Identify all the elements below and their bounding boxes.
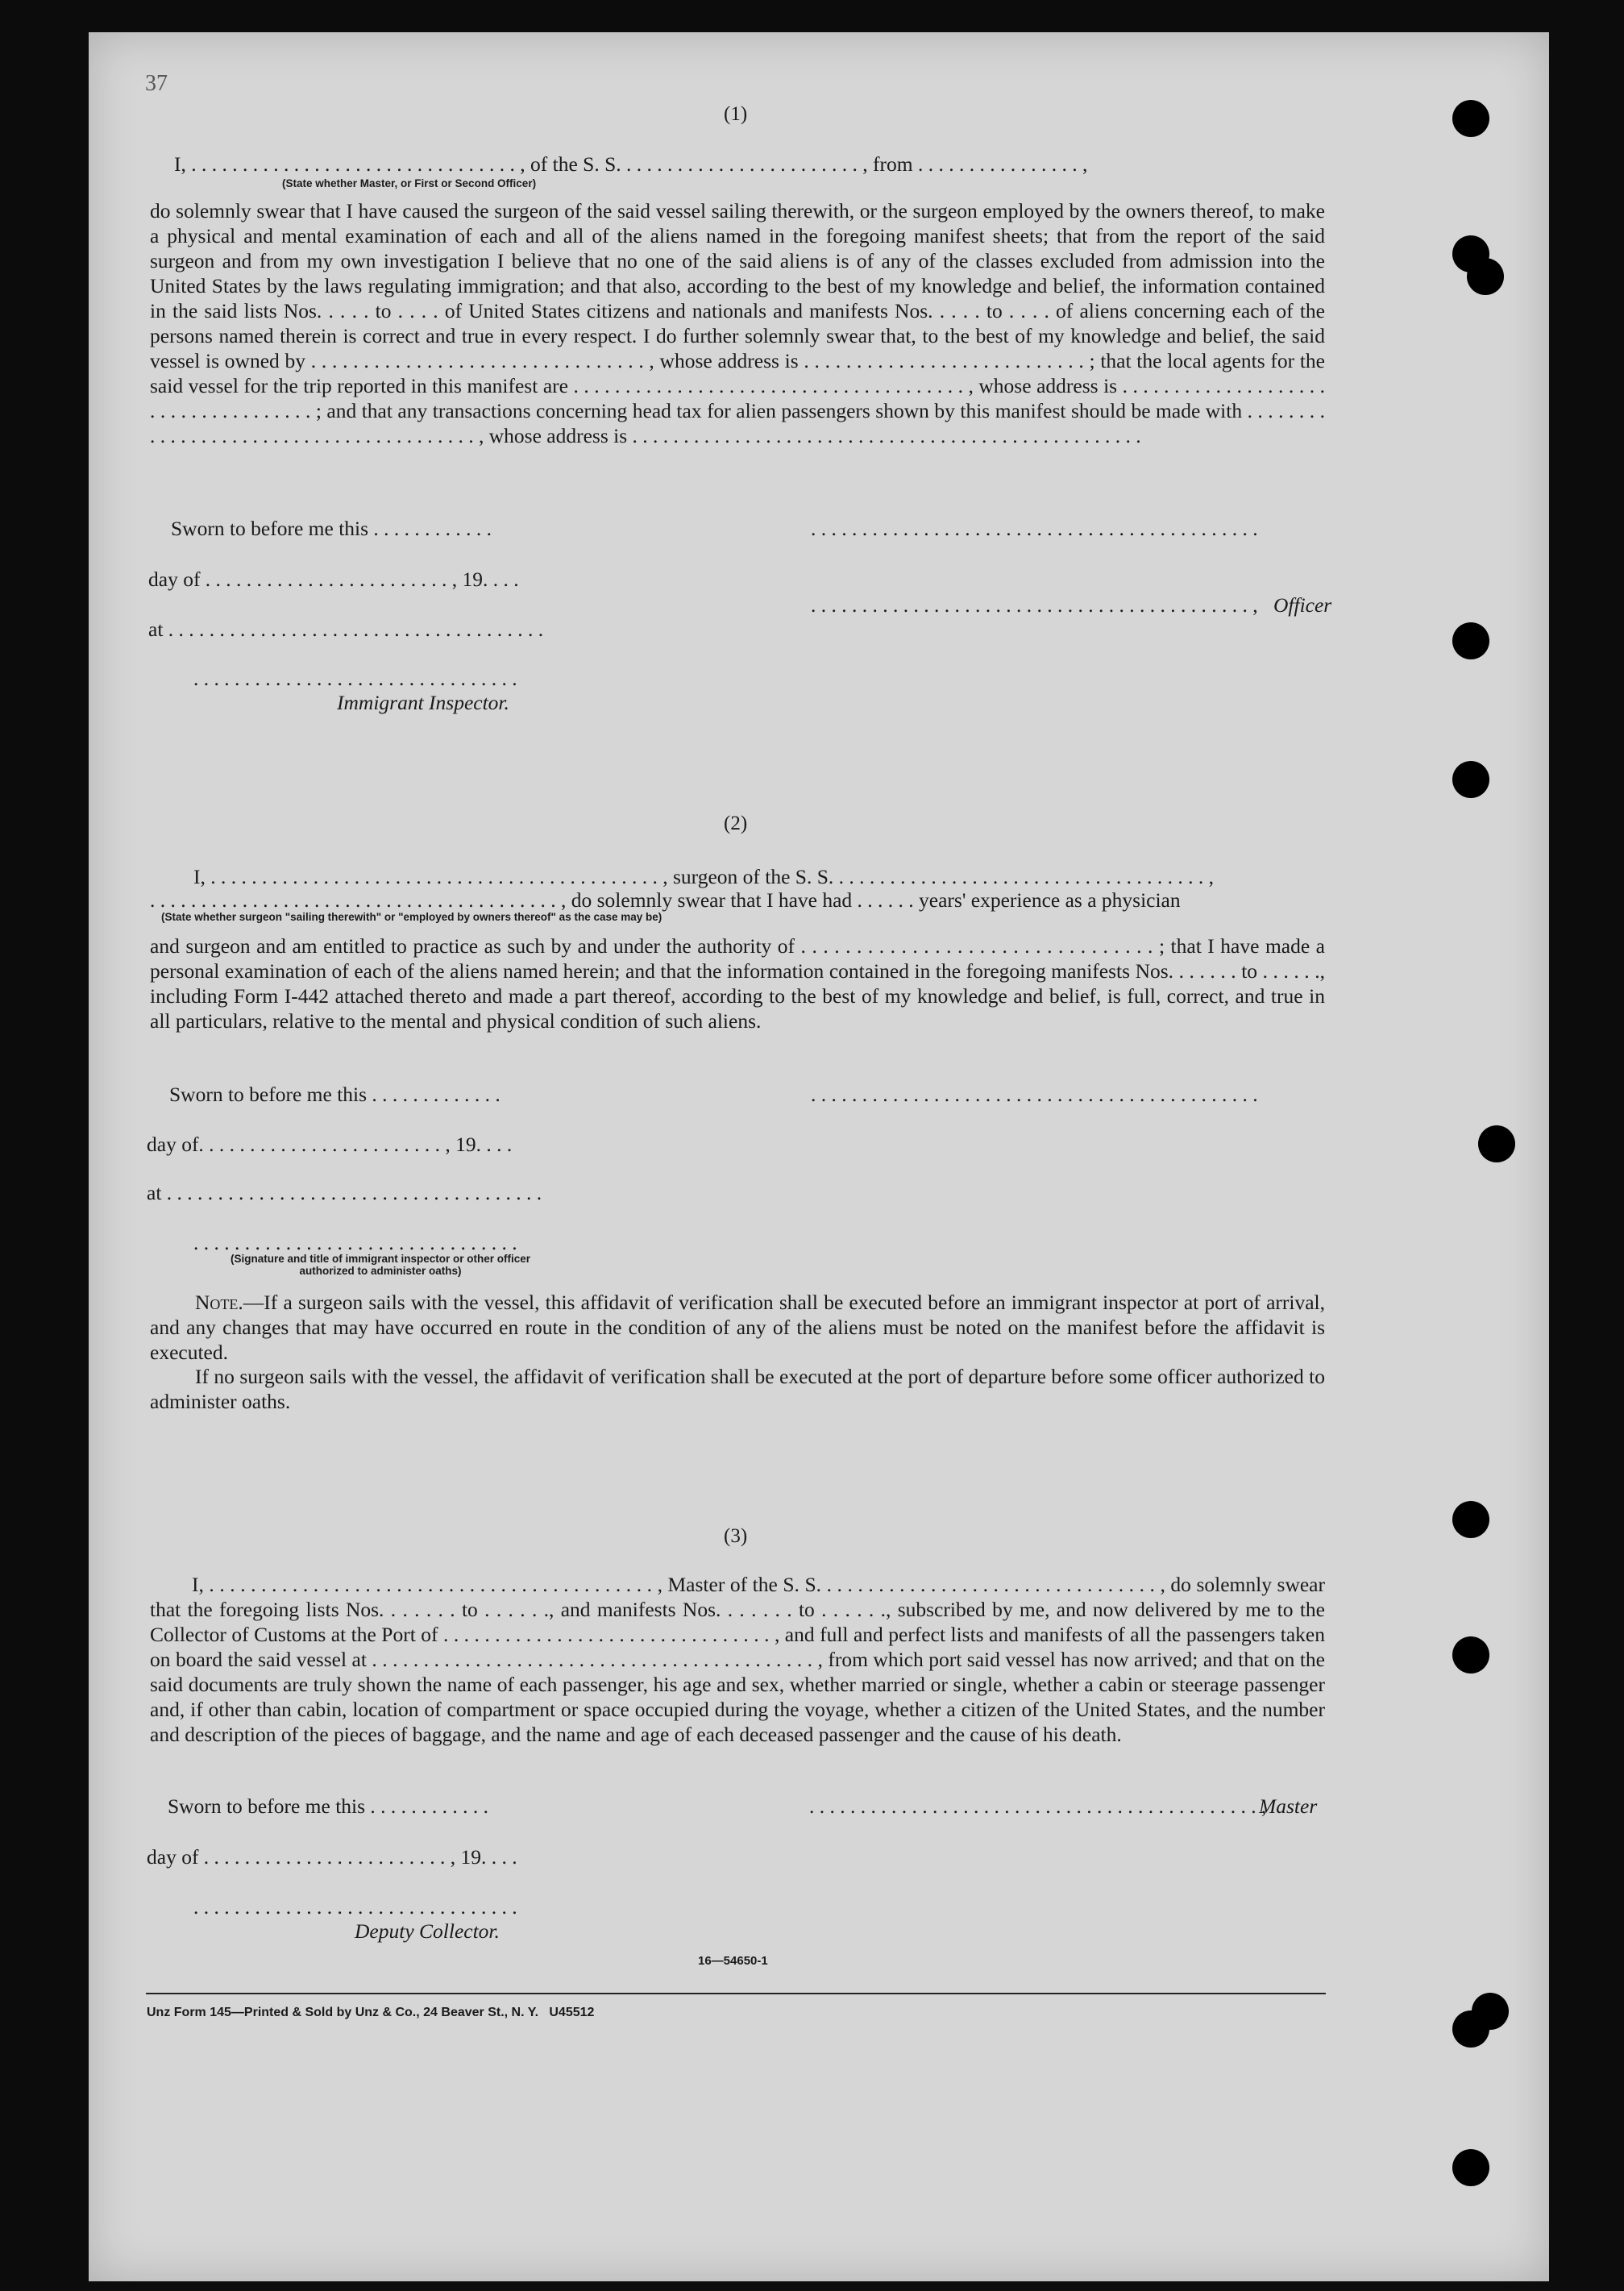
punch-hole	[1452, 761, 1489, 798]
punch-hole	[1467, 258, 1504, 295]
punch-hole	[1452, 2149, 1489, 2186]
signature-line: . . . . . . . . . . . . . . . . . . . . . . . . . . . . . . . . . . . . . . . . . . . .	[811, 517, 1258, 540]
signature-line: . . . . . . . . . . . . . . . . . . . . . . . . . . . . . . . .	[193, 667, 517, 690]
place-line: at . . . . . . . . . . . . . . . . . . . . . . . . . . . . . . . . . . . . .	[148, 617, 544, 641]
note-paragraph: If no surgeon sails with the vessel, the affidavit of verification shall be executed at the port of departure before some officer authorized to administer oaths.	[150, 1365, 1325, 1413]
signature-title: Officer	[1273, 593, 1332, 617]
punch-hole	[1452, 1636, 1489, 1674]
divider-rule	[146, 1993, 1326, 1994]
date-line: day of . . . . . . . . . . . . . . . . . . . . . . . . , 19. . . .	[147, 1845, 517, 1869]
oath-line: . . . . . . . . . . . . . . . . . . . . . . . . . . . . . . . . . . . . . . . . , do solemnly swear that I have had . . . . . . years' experience as a physician	[150, 888, 1181, 912]
punch-hole	[1452, 100, 1489, 137]
oath-line: I, . . . . . . . . . . . . . . . . . . . . . . . . . . . . . . . . . . . . . . . . . . . . , surgeon of the S. S. . . . . . . . . . . . . . . . . . . . . . . . . . . . . . . . . . . . . ,	[193, 865, 1215, 888]
signature-line: . . . . . . . . . . . . . . . . . . . . . . . . . . . . . . . . . . . . . . . . . . . ,	[811, 593, 1258, 617]
sworn-line: Sworn to before me this . . . . . . . . . . . .	[171, 517, 492, 540]
oath-body: I, . . . . . . . . . . . . . . . . . . . . . . . . . . . . . . . . . . . . . . . . . . . , Master of the S. S. . . . . . . . . . . . . . . . . . . . . . . . . . . . . . . . . , do solemnly swear that the foregoing lists Nos. . . . . . . to . . . . . ., and manifests Nos. . . . . . . to . . . . . ., subscribed by me, and now delivered by me to the Collector of Customs at the Port of . . . . . . . . . . . . . . . . . . . . . . . . . . . . . . . . , and full and perfect lists and manifests of all the passengers taken on board the said vessel at . . . . . . . . . . . . . . . . . . . . . . . . . . . . . . . . . . . . . . . . . . . , from which port said vessel has now arrived; and that on the said documents are truly shown the name of each passenger, his age and sex, whether married or single, whether a cabin or steerage passenger and, if other than cabin, location of compartment or space occupied during the voyage, whether a citizen of the United States, and the number and description of the pieces of baggage, and the name and age of each deceased passenger and the cause of his death.	[150, 1573, 1325, 1746]
signature-title: Immigrant Inspector.	[337, 691, 509, 714]
punch-hole	[1452, 1501, 1489, 1538]
sworn-line: Sworn to before me this . . . . . . . . . . . .	[168, 1794, 489, 1818]
signature-line: . . . . . . . . . . . . . . . . . . . . . . . . . . . . . . . . . . . . . . . . . . . .	[811, 1083, 1258, 1106]
field-note: (State whether surgeon "sailing therewith" or "employed by owners thereof" as the case may be)	[161, 911, 662, 923]
note-label: Note.	[195, 1291, 243, 1314]
date-line: day of . . . . . . . . . . . . . . . . . . . . . . . . , 19. . . .	[148, 568, 519, 591]
note-paragraph	[150, 1290, 1325, 1365]
printer-footer: Unz Form 145—Printed & Sold by Unz & Co., 24 Beaver St., N. Y. U45512	[147, 2006, 595, 2019]
signature-note: (Signature and title of immigrant inspector or other officer authorized to administer oaths)	[230, 1253, 531, 1277]
form-code: 16—54650-1	[698, 1954, 768, 1968]
signature-line: . . . . . . . . . . . . . . . . . . . . . . . . . . . . . . . .	[193, 1895, 517, 1919]
section-number: (3)	[724, 1525, 748, 1547]
signature-title: Deputy Collector.	[355, 1919, 500, 1943]
date-line: day of. . . . . . . . . . . . . . . . . . . . . . . . , 19. . . .	[147, 1133, 513, 1156]
punch-hole	[1452, 622, 1489, 659]
note-text: —If a surgeon sails with the vessel, this affidavit of verification shall be executed before an immigrant inspector at port of arrival, and any changes that may have occurred en route in the condition of any of the aliens must be noted on the manifest before the affidavit is executed.	[150, 1291, 1325, 1364]
oath-line: I, . . . . . . . . . . . . . . . . . . . . . . . . . . . . . . . . , of the S. S. . . . . . . . . . . . . . . . . . . . . . . . , from . . . . . . . . . . . . . . . . ,	[174, 152, 1088, 176]
page-number: 37	[145, 71, 168, 96]
signature-title: Master	[1259, 1794, 1318, 1818]
field-note: (State whether Master, or First or Second Officer)	[282, 177, 537, 189]
signature-line: . . . . . . . . . . . . . . . . . . . . . . . . . . . . . . . . . . . . . . . . . . . . ,	[809, 1794, 1267, 1818]
oath-body: do solemnly swear that I have caused the surgeon of the said vessel sailing therewith, or the surgeon employed by the owners thereof, to make a physical and mental examination of each and all of the aliens named in the foregoing manifest sheets; that from the report of the said surgeon and from my own investigation I believe that no one of the said aliens is of any of the classes excluded from admission into the United States by the laws regulating immigration; and that also, according to the best of my knowledge and belief, the information contained in the said lists Nos. . . . . to . . . . of United States citizens and nationals and manifests Nos. . . . . to . . . . of aliens concerning each of the persons named therein is correct and true in every respect. I do further solemnly swear that, to the best of my knowledge and belief, the said vessel is owned by . . . . . . . . . . . . . . . . . . . . . . . . . . . . . . . . , whose address is . . . . . . . . . . . . . . . . . . . . . . . . . . . ; that the local agents for the said vessel for the trip reported in this manifest are . . . . . . . . . . . . . . . . . . . . . . . . . . . . . . . . . . . . . . , whose address is . . . . . . . . . . . . . . . . . . . . . . . . . . . . . . . . . . . . ; and that any transactions concerning head tax for alien passengers shown by this manifest should be made with . . . . . . . . . . . . . . . . . . . . . . . . . . . . . . . . . . . . . . . . , whose address is . . . . . . . . . . . . . . . . . . . . . . . . . . . . . . . . . . . . . . . . . . . . . . . . . .	[150, 199, 1325, 447]
punch-hole	[1472, 1993, 1509, 2030]
sworn-line: Sworn to before me this . . . . . . . . . . . . .	[169, 1083, 500, 1106]
signature-line: . . . . . . . . . . . . . . . . . . . . . . . . . . . . . . . .	[193, 1231, 517, 1254]
place-line: at . . . . . . . . . . . . . . . . . . . . . . . . . . . . . . . . . . . . .	[147, 1181, 542, 1204]
section-number: (2)	[724, 813, 748, 834]
section-number: (1)	[724, 103, 748, 125]
punch-hole	[1478, 1125, 1515, 1162]
oath-body: and surgeon and am entitled to practice as such by and under the authority of . . . . . . . . . . . . . . . . . . . . . . . . . . . . . . . . ; that I have made a personal examination of each of the aliens named herein; and that the information contained in the foregoing manifests Nos. . . . . . . to . . . . . ., including Form I-442 attached thereto and made a part thereof, according to the best of my knowledge and belief, is full, correct, and true in all particulars, relative to the mental and physical condition of such aliens.	[150, 934, 1325, 1033]
